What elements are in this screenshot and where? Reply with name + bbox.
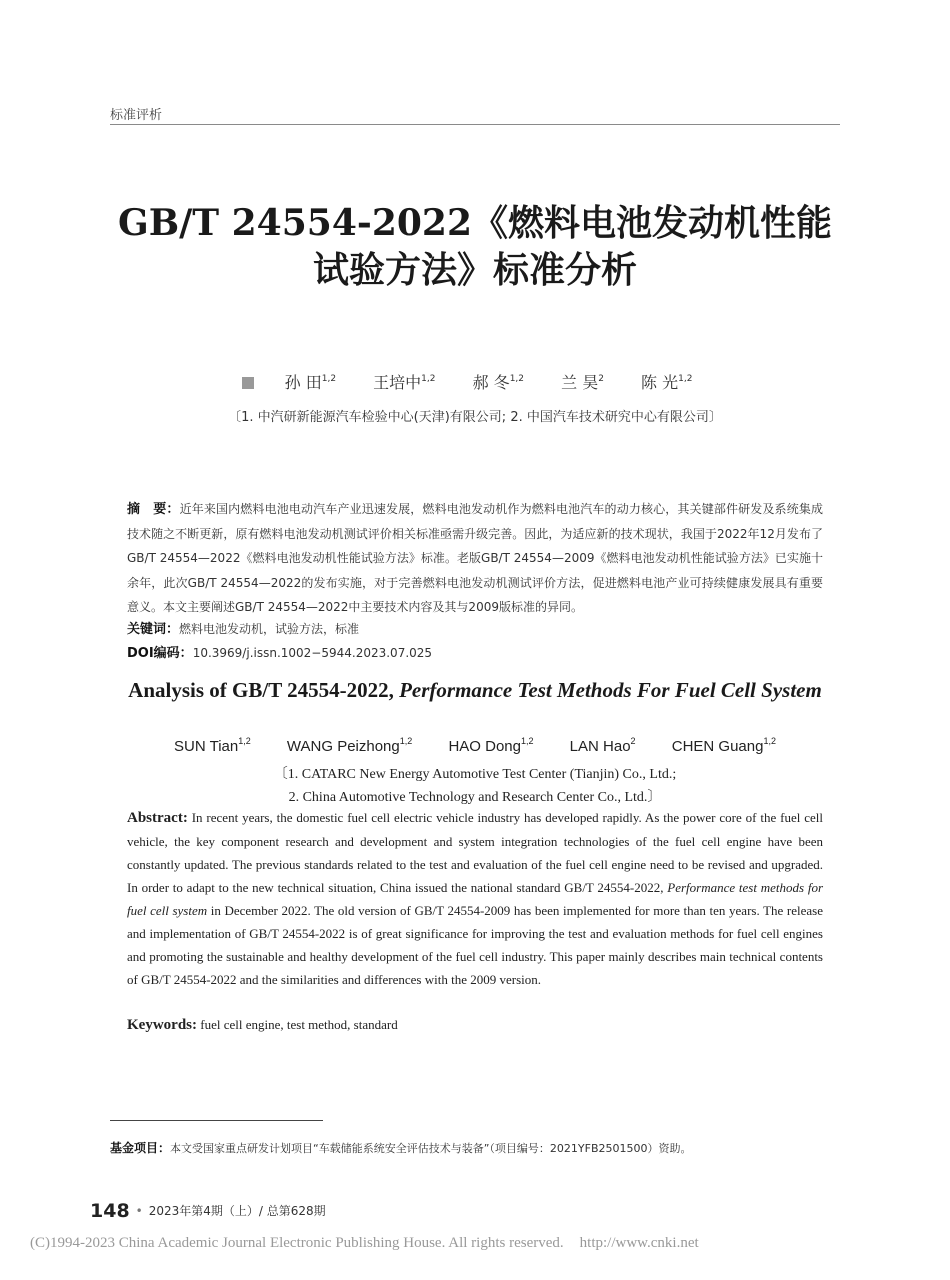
en-abstract-part1: In recent years, the domestic fuel cell electric vehicle industry has developed rapidly. As the power core of the fuel cell vehicle, the key component research and development and system integration technologies of the fuel cell engine have been constantly updated. The previous standards related to the test and evaluation of the fuel cell engine need to be revised and upgraded. In order to adapt to the new technical situation, China issued the national standard GB/T 24554-2022, [127,810,823,895]
cn-title-line1: GB/T 24554-2022《燃料电池发动机性能 [117,202,833,244]
en-title-italic: Performance Test Methods For Fuel Cell System [399,678,822,702]
en-abstract-italic: Performance test methods for fuel cell system [127,880,824,918]
copyright-text: (C)1994-2023 China Academic Journal Electronic Publishing House. All rights reserved. [30,1235,564,1251]
cn-author: 孙 田$^{1,2}$ [284,373,337,392]
en-author: CHEN Guang$^{1,2}$ [671,736,776,755]
en-keywords-text: fuel cell engine, test method, standard [197,1017,398,1032]
cn-abstract-text: 近年来国内燃料电池电动汽车产业迅速发展，燃料电池发动机作为燃料电池汽车的动力核心，其关键部件研发及系统集成技术随之不断更新，原有燃料电池发动机测试评价相关标准亟需升级完善。因此，为适应新的技术现状，我国于2022年12月发布了GB/T 24554—2022《燃料电池发动机性能试验方法》标准。老版GB/T 24554—2009《燃料电池发动机性能试验方法》已实施十余年，此次GB/T 24554—2022的发布实施，对于完善燃料电池发动机测试评价方法，促进燃料电池产业可持续健康发展具有重要意义。本文主要阐述GB/T 24554—2022中主要技术内容及其与2009版标准的异同。 [127,502,823,614]
funding-text: 本文受国家重点研发计划项目“车载储能系统安全评估技术与装备”（项目编号：2021YFB2501500）资助。 [170,1142,692,1155]
page-number: 148 [90,1200,130,1222]
en-author: HAO Dong$^{1,2}$ [448,736,534,755]
en-author: SUN Tian$^{1,2}$ [174,736,251,755]
footnote-rule [110,1120,323,1121]
cn-affiliation: 〔1. 中汽研新能源汽车检验中心(天津)有限公司; 2. 中国汽车技术研究中心有限公司〕 [228,410,722,425]
cn-keywords-label: 关键词： [127,622,180,637]
cn-author: 王培中$^{1,2}$ [373,373,436,392]
section-label: 标准评析 [110,108,163,123]
en-author: WANG Peizhong$^{1,2}$ [286,736,413,755]
cn-title-line2: 试验方法》标准分析 [312,249,637,291]
cn-doi-text: 10.3969/j.issn.1002−5944.2023.07.025 [192,646,433,660]
en-abstract-label: Abstract: [127,810,188,826]
cn-doi-label: DOI编码： [127,646,193,661]
en-keywords [127,1017,823,1034]
en-abstract [127,806,823,991]
funding-label: 基金项目： [110,1141,171,1155]
cn-author: 兰 昊$^2$ [561,373,604,392]
cnki-link[interactable]: http://www.cnki.net [579,1235,699,1251]
cn-authors [100,370,850,393]
funding-note [110,1139,692,1156]
header-rule [110,124,840,125]
issue-info: 2023年第4期（上）/ 总第628期 [148,1204,326,1218]
cn-author: 陈 光$^{1,2}$ [641,373,693,392]
cn-abstract-label: 摘 要： [127,502,180,517]
page-footer [90,1200,326,1222]
en-author: LAN Hao$^2$ [569,736,636,755]
cn-doi [127,642,432,661]
en-title-prefix: Analysis of GB/T 24554-2022, [128,678,400,702]
copyright-line [30,1235,920,1252]
square-marker-icon [242,377,254,389]
en-title [100,678,850,702]
en-authors [100,738,850,755]
en-affiliation-line1: 〔1. CATARC New Energy Automotive Test Center (Tianjin) Co., Ltd.; [273,767,677,782]
en-affiliation-line2: 2. China Automotive Technology and Research Center Co., Ltd.〕 [288,790,662,805]
cn-author: 郝 冬$^{1,2}$ [472,373,525,392]
cn-keywords-text: 燃料电池发动机，试验方法，标准 [179,622,360,636]
en-abstract-part2: in December 2022. The old version of GB/T 24554-2009 has been implemented for more than ten years. The release and implementation of GB/T 24554-2022 is of great significance for improving the test and evaluation methods for fuel cell engines and promoting the sustainable and healthy development of the fuel cell industry. This paper mainly describes main technical contents of GB/T 24554-2022 and the similarities and differences with the 2009 version. [127,903,823,987]
bullet-icon: • [135,1204,143,1218]
cn-keywords [127,618,359,637]
cn-abstract [127,497,823,619]
en-keywords-label: Keywords: [127,1017,197,1033]
cn-title [100,200,850,294]
